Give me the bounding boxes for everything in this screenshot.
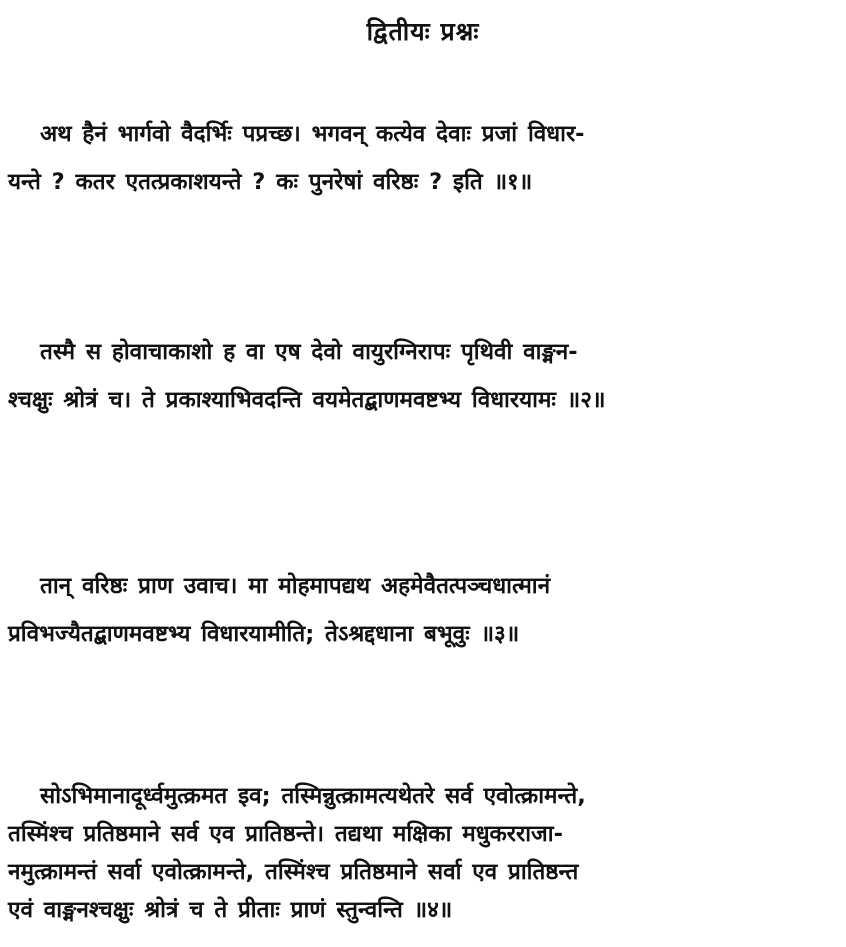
verse-line: तस्मै स होवाचाकाशो ह वा एष देवो वायुरग्निरापः पृथिवी वाङ्मन- xyxy=(40,339,578,365)
verse-line: यन्ते ? कतर एतत्प्रकाशयन्ते ? कः पुनरेषां वरिष्ठः ? इति ॥१॥ xyxy=(8,169,533,195)
verse-line: श्चक्षुः श्रोत्रं च। ते प्रकाश्याभिवदन्ति वयमेतद्बाणमवष्टभ्य विधारयामः ॥२॥ xyxy=(8,387,606,413)
verse-4 xyxy=(8,777,834,929)
verse-2 xyxy=(8,328,834,424)
verse-line: एवं वाङ्मनश्चक्षुः श्रोत्रं च ते प्रीताः प्राणं स्तुन्वन्ति ॥४॥ xyxy=(8,897,453,923)
verse-line: नमुत्क्रामन्तं सर्वा एवोत्क्रामन्ते, तस्मिंश्च प्रतिष्ठमाने सर्वा एव प्रातिष्ठन्त xyxy=(8,859,579,885)
verse-1 xyxy=(8,110,834,206)
verse-line: तान् वरिष्ठः प्राण उवाच। मा मोहमापद्यथ अहमेवैतत्पञ्चधात्मानं xyxy=(40,573,551,599)
verse-line: सोऽभिमानादूर्ध्वमुत्क्रमत इव; तस्मिन्नुत्क्रामत्यथेतरे सर्व एवोत्क्रामन्ते, xyxy=(40,783,586,809)
verse-line: अथ हैनं भार्गवो वैदर्भिः पप्रच्छ। भगवन् कत्येव देवाः प्रजां विधार- xyxy=(40,121,585,147)
verse-3 xyxy=(8,562,834,658)
verse-line: तस्मिंश्च प्रतिष्ठमाने सर्व एव प्रातिष्ठन्ते। तद्यथा मक्षिका मधुकरराजा- xyxy=(8,821,563,847)
page-title: द्वितीयः प्रश्नः xyxy=(366,17,480,46)
verse-line: प्रविभज्यैतद्बाणमवष्टभ्य विधारयामीति; तेऽश्रद्दधाना बभूवुः ॥३॥ xyxy=(8,621,520,647)
